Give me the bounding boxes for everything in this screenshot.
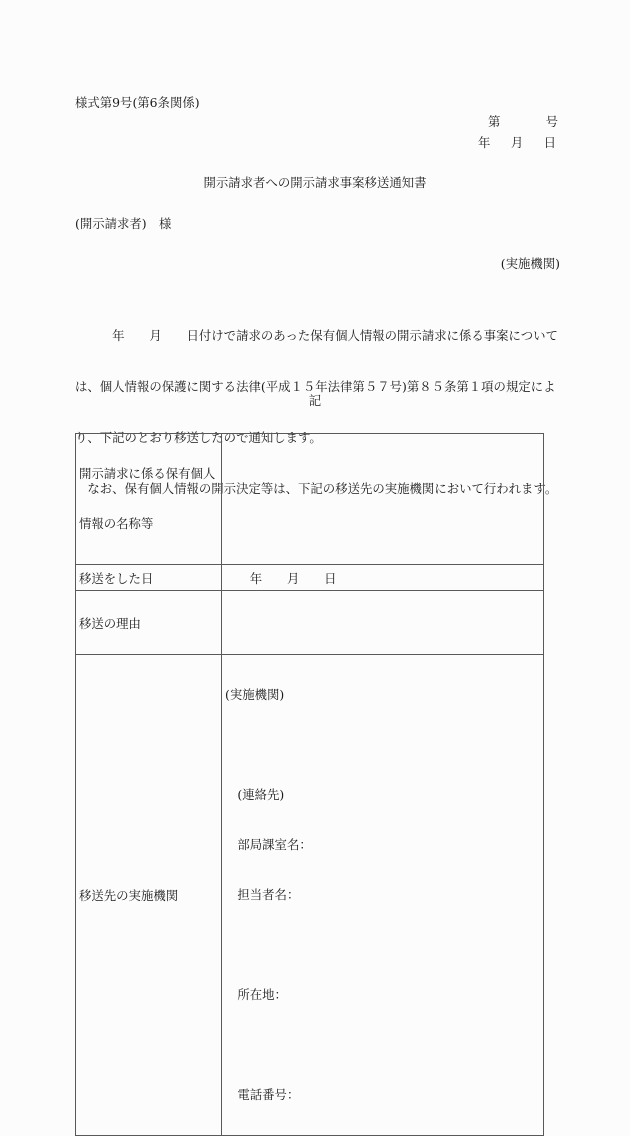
table-row-destination-agency [76, 655, 544, 1136]
table-row-transfer-date [76, 565, 544, 591]
value-line [225, 735, 540, 755]
section-marker: 記 [308, 393, 322, 408]
document-title: 開示請求者への開示請求事案移送通知書 [203, 175, 427, 190]
value-line: 所在地： [225, 987, 287, 1002]
table-row-information-name [76, 434, 544, 565]
label-cell-destination-agency: 移送先の実施機関 [76, 655, 222, 1136]
label-line: 開示請求に係る保有個人 [79, 466, 216, 481]
value-line: (連絡先) [225, 787, 285, 802]
label-line: 情報の名称等 [79, 516, 154, 531]
body-line: は、個人情報の保護に関する法律(平成１５年法律第５７号)第８５条第１項の規定によ [75, 379, 556, 394]
value-cell-transfer-date: 年 月 日 [222, 565, 544, 591]
value-cell-transfer-reason [222, 591, 544, 655]
table-row-transfer-reason [76, 591, 544, 655]
value-line [225, 935, 540, 955]
value-line: 担当者名： [225, 887, 300, 902]
body-line: なお、保有個人情報の開示決定等は、下記の移送先の実施機関において行われます。 [75, 481, 558, 496]
label-cell-transfer-reason: 移送の理由 [76, 591, 222, 655]
value-line: 部局課室名： [225, 837, 312, 852]
value-cell-destination-agency [222, 655, 544, 1136]
label-cell-information-name [76, 434, 222, 565]
document-number-line: 第 号 [488, 114, 560, 129]
issuer-line: (実施機関) [500, 256, 560, 271]
value-line: 電話番号： [225, 1087, 300, 1102]
value-line [225, 1035, 540, 1055]
value-cell-information-name [222, 434, 544, 565]
document-date-line: 年 月 日 [478, 135, 560, 150]
body-line: 年 月 日付けで請求のあった保有個人情報の開示請求に係る事案について [75, 328, 558, 343]
value-line: (実施機関) [225, 687, 285, 702]
form-id: 様式第9号(第6条関係) [75, 95, 200, 110]
transfer-notice-table [75, 433, 544, 1136]
label-cell-transfer-date: 移送をした日 [76, 565, 222, 591]
body-line: り、下記のとおり移送したので通知します。 [75, 430, 322, 445]
addressee-line: (開示請求者) 様 [75, 216, 172, 231]
